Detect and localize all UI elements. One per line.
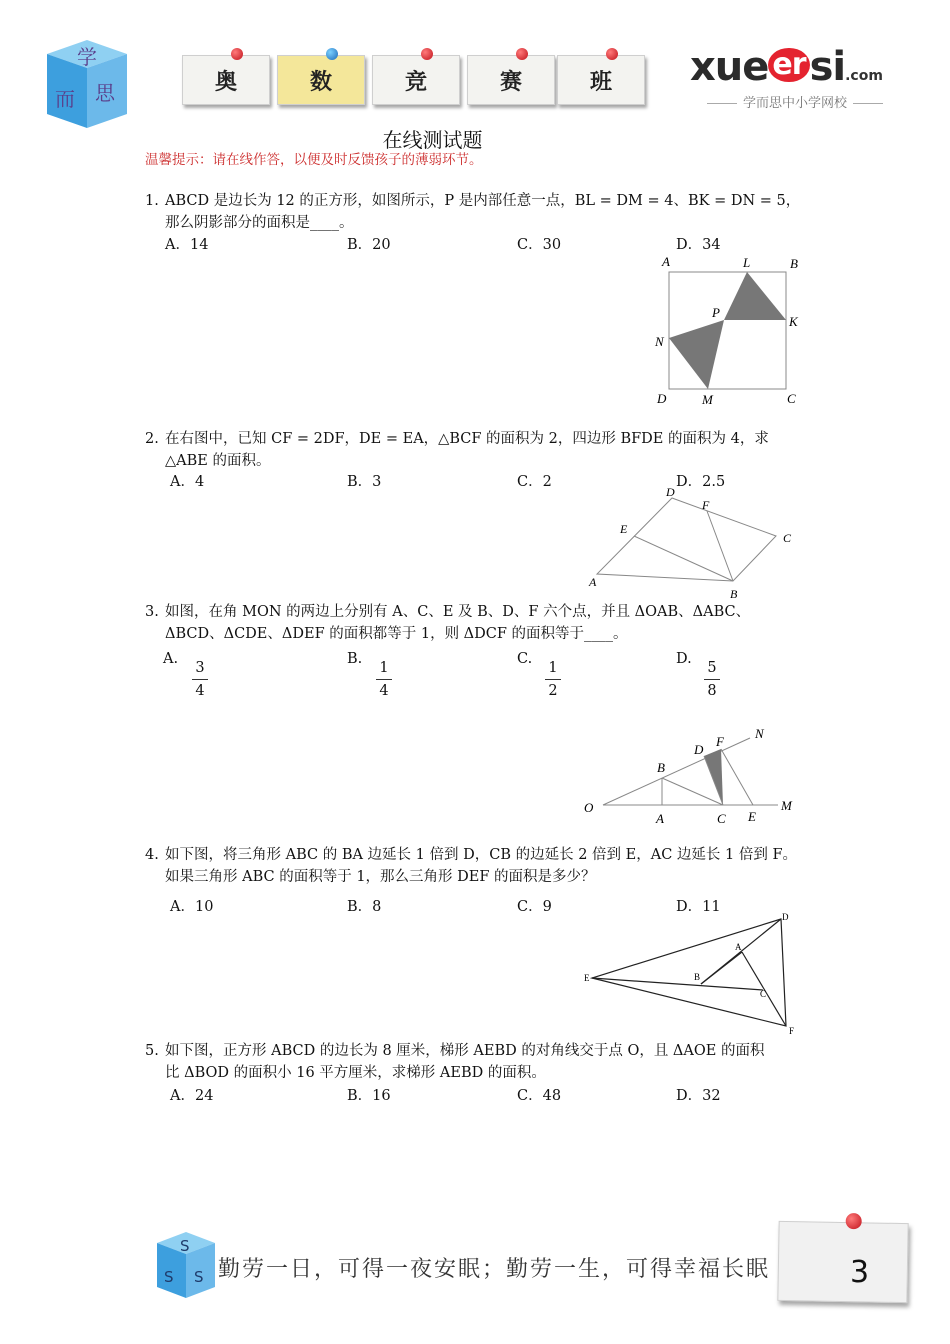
question-text: 如图，在角 MON 的两边上分别有 A、C、E 及 B、D、F 六个点，并且 ΔOAB、ΔABC、: [165, 604, 751, 620]
page-title: 在线测试题: [382, 128, 483, 152]
fraction-a: 3 4: [192, 660, 208, 699]
svg-text:S: S: [164, 1268, 174, 1286]
svg-text:P: P: [712, 305, 720, 320]
svg-text:D: D: [666, 485, 675, 499]
question-text: 如下图，将三角形 ABC 的 BA 边延长 1 倍到 D，CB 的边延长 2 倍到 E，AC 边延长 1 倍到 F。: [165, 847, 798, 863]
question-1: [145, 190, 800, 234]
svg-text:C: C: [787, 391, 796, 406]
svg-text:B: B: [790, 256, 798, 271]
pin-icon: [516, 48, 528, 60]
question-3: [145, 601, 750, 645]
svg-text:O: O: [584, 800, 594, 815]
option-d[interactable]: D.: [676, 651, 692, 667]
option-a[interactable]: A．4: [170, 474, 205, 490]
option-a[interactable]: A．10: [170, 899, 214, 915]
svg-text:B: B: [657, 760, 665, 775]
banner-char: 奥: [214, 69, 237, 95]
figure-q2-quadrilateral: [580, 484, 810, 606]
option-c[interactable]: C．30: [517, 237, 562, 253]
pin-icon: [606, 48, 618, 60]
shaded-triangle-top: [724, 272, 786, 320]
option-b[interactable]: B．3: [347, 474, 382, 490]
question-5: [145, 1040, 764, 1084]
option-d[interactable]: D．32: [676, 1088, 721, 1104]
svg-text:D: D: [782, 912, 789, 922]
svg-text:F: F: [789, 1026, 795, 1036]
figure-q3-angle: [578, 722, 808, 832]
shaded-triangle-bottom: [669, 320, 724, 389]
question-text: △ABE 的面积。: [165, 453, 271, 469]
option-b[interactable]: B.: [347, 651, 363, 667]
svg-text:A: A: [662, 254, 670, 269]
svg-text:A: A: [735, 942, 742, 952]
question-4: [145, 844, 797, 888]
svg-text:M: M: [781, 798, 792, 813]
svg-text:B: B: [730, 587, 738, 601]
option-b[interactable]: B．8: [347, 899, 382, 915]
option-d[interactable]: D．2.5: [676, 474, 726, 490]
svg-text:B: B: [694, 972, 701, 982]
brand-subtitle: 学而思中小学网校: [680, 92, 910, 111]
banner-char: 赛: [499, 69, 522, 95]
svg-text:S: S: [194, 1268, 204, 1286]
tip-text: 温馨提示：请在线作答，以便及时反馈孩子的薄弱环节。: [145, 152, 483, 168]
fraction-c: 1 2: [545, 660, 561, 699]
footer-motto: 勤劳一日，可得一夜安眠；勤劳一生，可得幸福长眠: [218, 1257, 771, 1282]
page-number-card: [777, 1221, 908, 1303]
fraction-b: 1 4: [376, 660, 392, 699]
svg-text:C: C: [783, 531, 792, 545]
svg-text:M: M: [702, 392, 713, 407]
pin-icon: [846, 1213, 862, 1229]
fraction-d: 5 8: [704, 660, 720, 699]
svg-text:S: S: [180, 1237, 190, 1255]
banner-char: 数: [309, 69, 332, 95]
svg-text:C: C: [760, 989, 767, 999]
cube-char-2: 而: [55, 87, 75, 111]
option-c[interactable]: C．2: [517, 474, 552, 490]
option-c[interactable]: C．9: [517, 899, 552, 915]
option-c[interactable]: C.: [517, 651, 533, 667]
option-c[interactable]: C．48: [517, 1088, 562, 1104]
option-d[interactable]: D．11: [676, 899, 721, 915]
svg-text:N: N: [755, 726, 764, 741]
svg-text:F: F: [716, 734, 724, 749]
question-number: 5.: [145, 1043, 159, 1059]
figure-q4-triangle: [578, 908, 808, 1040]
svg-text:N: N: [655, 334, 664, 349]
svg-text:E: E: [748, 809, 756, 824]
question-number: 3.: [145, 604, 159, 620]
pin-icon: [231, 48, 243, 60]
cube-char-3: 思: [95, 81, 115, 105]
page-number: 3: [850, 1255, 870, 1290]
svg-text:F: F: [702, 498, 710, 512]
svg-text:K: K: [789, 314, 798, 329]
svg-text:D: D: [657, 391, 667, 406]
svg-text:E: E: [584, 973, 590, 983]
question-text: ABCD 是边长为 12 的正方形，如图所示，P 是内部任意一点，BL = DM = 4、BK = DN = 5，: [165, 193, 801, 209]
svg-text:E: E: [620, 522, 628, 536]
banner-char: 竞: [404, 69, 427, 95]
svg-text:L: L: [743, 255, 751, 270]
pin-icon: [326, 48, 338, 60]
question-text: 在右图中，已知 CF = 2DF，DE = EA，△BCF 的面积为 2，四边形 BFDE 的面积为 4，求: [165, 431, 769, 447]
banner-char: 班: [589, 69, 612, 95]
question-number: 1.: [145, 193, 159, 209]
svg-text:A: A: [656, 811, 664, 826]
svg-text:A: A: [589, 575, 597, 589]
svg-text:D: D: [694, 742, 704, 757]
xueersi-brand-logo: xue er si.com: [690, 44, 883, 90]
question-text: 如下图，正方形 ABCD 的边长为 8 厘米，梯形 AEBD 的对角线交于点 O，且 ΔAOE 的面积: [165, 1043, 765, 1059]
question-2: [145, 428, 769, 472]
question-text: 如果三角形 ABC 的面积等于 1，那么三角形 DEF 的面积是多少？: [165, 869, 596, 885]
question-text: 比 ΔBOD 的面积小 16 平方厘米，求梯形 AEBD 的面积。: [165, 1065, 546, 1081]
footer-cube-logo: [155, 1230, 217, 1300]
svg-text:C: C: [717, 811, 726, 826]
option-a[interactable]: A.: [163, 651, 179, 667]
option-d[interactable]: D．34: [676, 237, 721, 253]
pin-icon: [421, 48, 433, 60]
option-b[interactable]: B．20: [347, 237, 391, 253]
option-b[interactable]: B．16: [347, 1088, 391, 1104]
question-text: ΔBCD、ΔCDE、ΔDEF 的面积都等于 1，则 ΔDCF 的面积等于____。: [165, 626, 628, 642]
figure-q1-square: [640, 250, 820, 410]
xueersi-cube-logo: [45, 38, 130, 130]
option-a[interactable]: A．14: [165, 237, 209, 253]
question-number: 2.: [145, 431, 159, 447]
cube-char-1: 学: [77, 45, 97, 69]
question-text: 那么阴影部分的面积是____。: [165, 215, 354, 231]
question-number: 4.: [145, 847, 159, 863]
option-a[interactable]: A．24: [170, 1088, 214, 1104]
